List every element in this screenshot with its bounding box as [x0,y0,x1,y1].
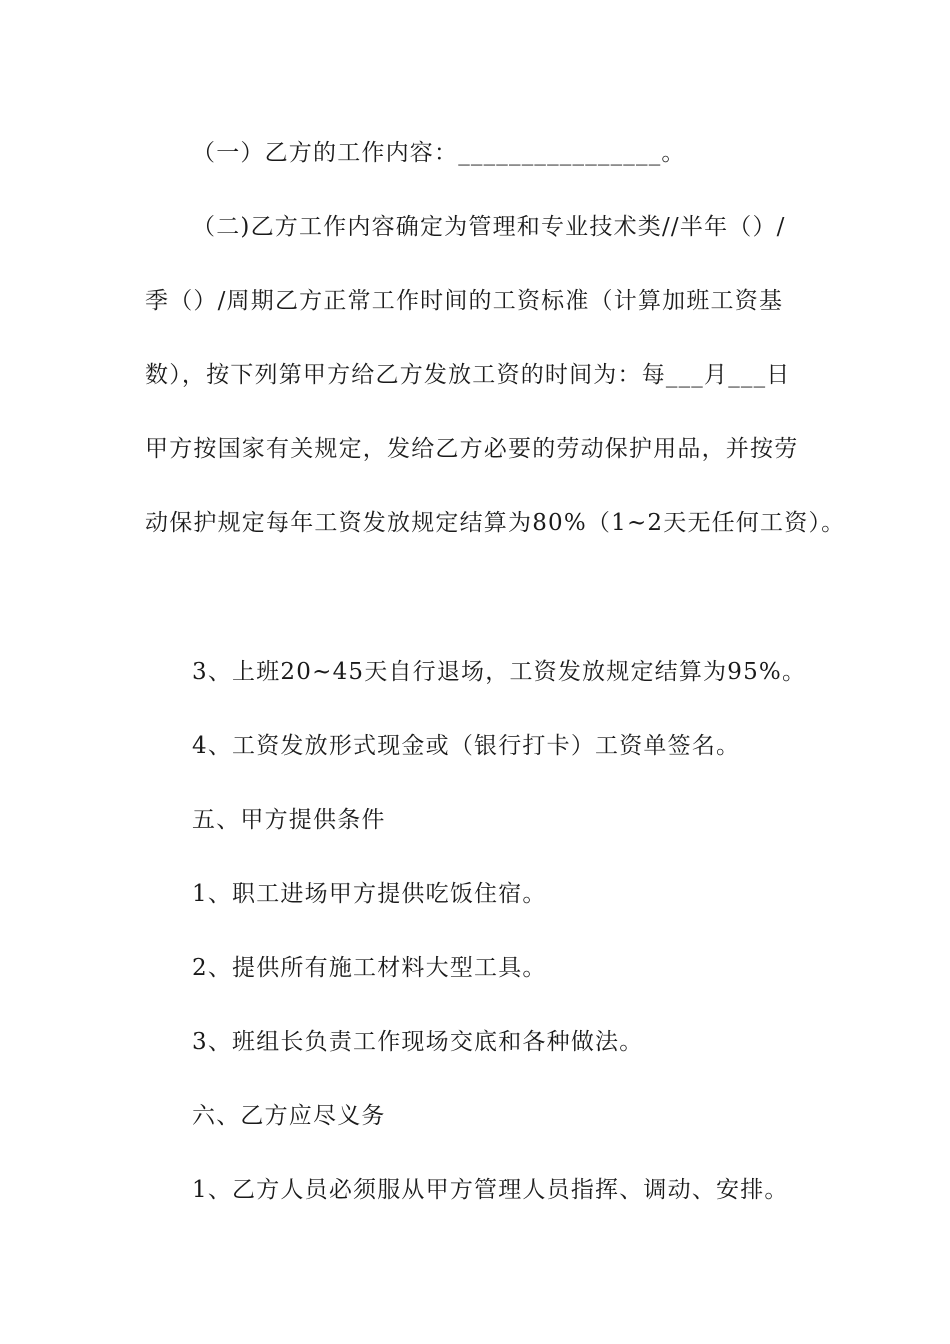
paragraph-protection-line-1: 甲方按国家有关规定，发给乙方必要的劳动保护用品，并按劳 [145,436,799,462]
paragraph-work-scope-line-2: 季（）/周期乙方正常工作时间的工资标准（计算加班工资基 [145,288,784,314]
paragraph-protection-line-2: 动保护规定每年工资发放规定结算为80%（1~2天无任何工资）。 [145,510,846,536]
section-heading-6: 六、乙方应尽义务 [192,1103,386,1129]
section-heading-5: 五、甲方提供条件 [192,807,386,833]
paragraph-work-scope-line-3: 数），按下列第甲方给乙方发放工资的时间为：每___月___日 [145,362,791,388]
paragraph-work-content: （一）乙方的工作内容：________________。 [192,140,686,166]
list-item-4-payment-form: 4、工资发放形式现金或（银行打卡）工资单签名。 [192,733,741,759]
list-item-3-leave: 3、上班20~45天自行退场，工资发放规定结算为95%。 [192,659,807,685]
paragraph-work-scope-line-1: （二)乙方工作内容确定为管理和专业技术类//半年（）/ [192,214,786,240]
list-item-2-tools: 2、提供所有施工材料大型工具。 [192,955,547,981]
list-item-1-meals: 1、职工进场甲方提供吃饭住宿。 [192,881,547,907]
list-item-1-obey: 1、乙方人员必须服从甲方管理人员指挥、调动、安排。 [192,1177,789,1203]
list-item-3-team-lead: 3、班组长负责工作现场交底和各种做法。 [192,1029,644,1055]
